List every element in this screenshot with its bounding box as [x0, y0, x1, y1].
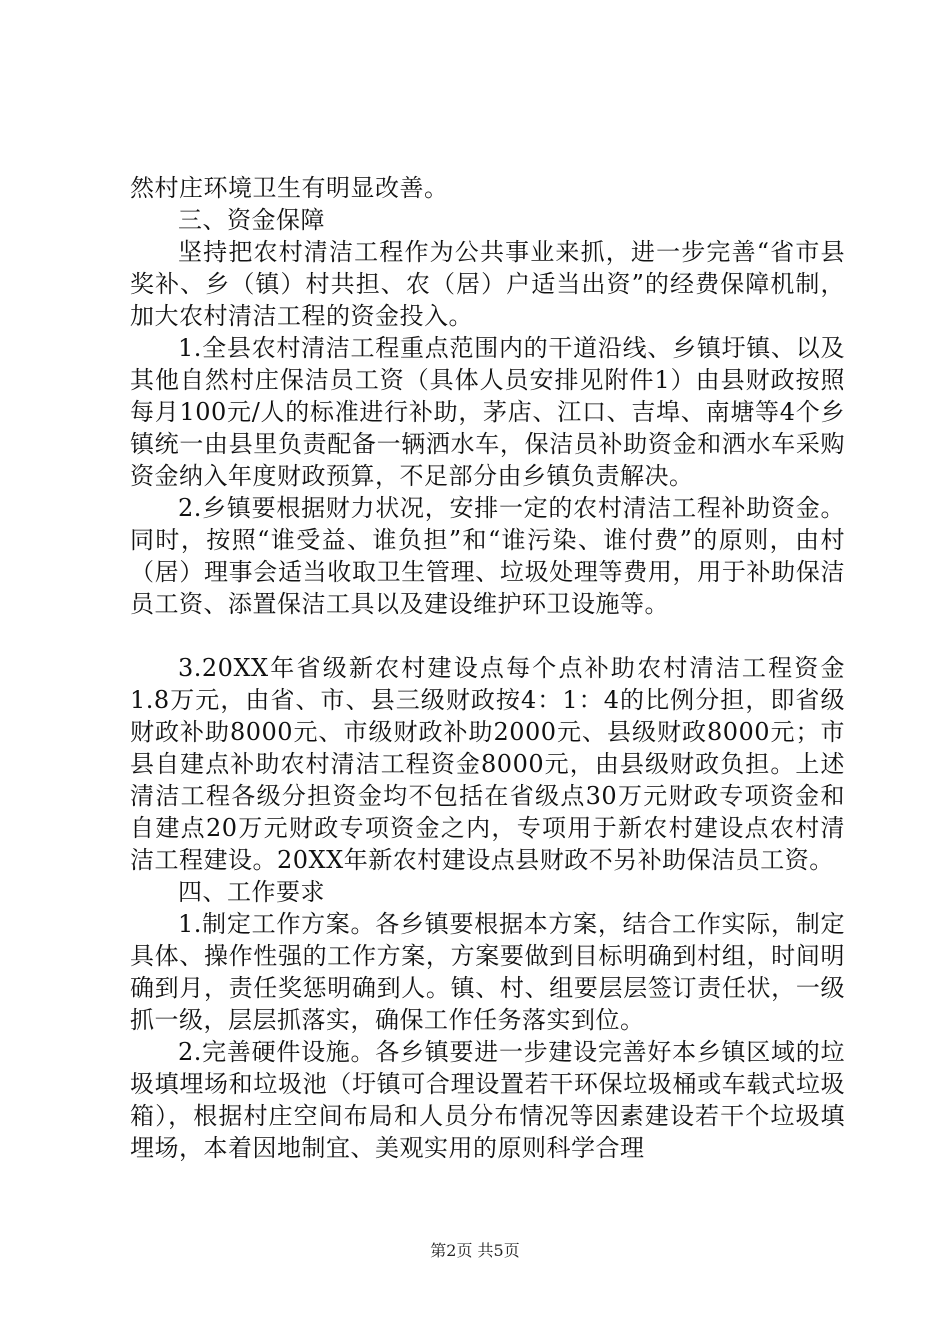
paragraph-funding-item-2: 2.乡镇要根据财力状况，安排一定的农村清洁工程补助资金。同时，按照“谁受益、谁负担”和“谁污染、谁付费”的原则，由村（居）理事会适当收取卫生管理、垃圾处理等费用，用于补助保洁员工资、添置保洁工具以及建设维护环卫设施等。: [130, 494, 845, 618]
paragraph-requirement-2: 2.完善硬件设施。各乡镇要进一步建设完善好本乡镇区域的垃圾填埋场和垃圾池（圩镇可合理设置若干环保垃圾桶或车载式垃圾箱），根据村庄空间布局和人员分布情况等因素建设若干个垃圾填埋场，本着因地制宜、美观实用的原则科学合理: [130, 1038, 845, 1162]
paragraph-funding-item-3: 3.20XX年省级新农村建设点每个点补助农村清洁工程资金1.8万元，由省、市、县三级财政按4：1：4的比例分担，即省级财政补助8000元、市级财政补助2000元、县级财政8000元；市县自建点补助农村清洁工程资金8000元，由县级财政负担。上述清洁工程各级分担资金均不包括在省级点30万元财政专项资金和自建点20万元财政专项资金之内，专项用于新农村建设点农村清洁工程建设。20XX年新农村建设点县财政不另补助保洁员工资。: [130, 654, 845, 874]
section-heading-requirements: 四、工作要求: [178, 878, 325, 906]
page-number-footer: 第2页 共5页: [430, 1241, 520, 1260]
paragraph-spacer: [130, 620, 845, 652]
paragraph-funding-item-1: 1.全县农村清洁工程重点范围内的干道沿线、乡镇圩镇、以及其他自然村庄保洁员工资（具体人员安排见附件1）由县财政按照每月100元/人的标准进行补助，茅店、江口、吉埠、南塘等4个乡镇统一由县里负责配备一辆洒水车，保洁员补助资金和洒水车采购资金纳入年度财政预算，不足部分由乡镇负责解决。: [130, 334, 845, 490]
paragraph-requirement-1: 1.制定工作方案。各乡镇要根据本方案，结合工作实际，制定具体、操作性强的工作方案，方案要做到目标明确到村组，时间明确到月，责任奖惩明确到人。镇、村、组要层层签订责任状，一级抓一级，层层抓落实，确保工作任务落实到位。: [130, 910, 845, 1034]
document-body: [130, 172, 845, 1164]
section-heading-funding: 三、资金保障: [178, 206, 325, 234]
paragraph-funding-intro: 坚持把农村清洁工程作为公共事业来抓，进一步完善“省市县奖补、乡（镇）村共担、农（居）户适当出资”的经费保障机制，加大农村清洁工程的资金投入。: [130, 238, 845, 330]
paragraph-continuation: 然村庄环境卫生有明显改善。: [130, 174, 449, 202]
